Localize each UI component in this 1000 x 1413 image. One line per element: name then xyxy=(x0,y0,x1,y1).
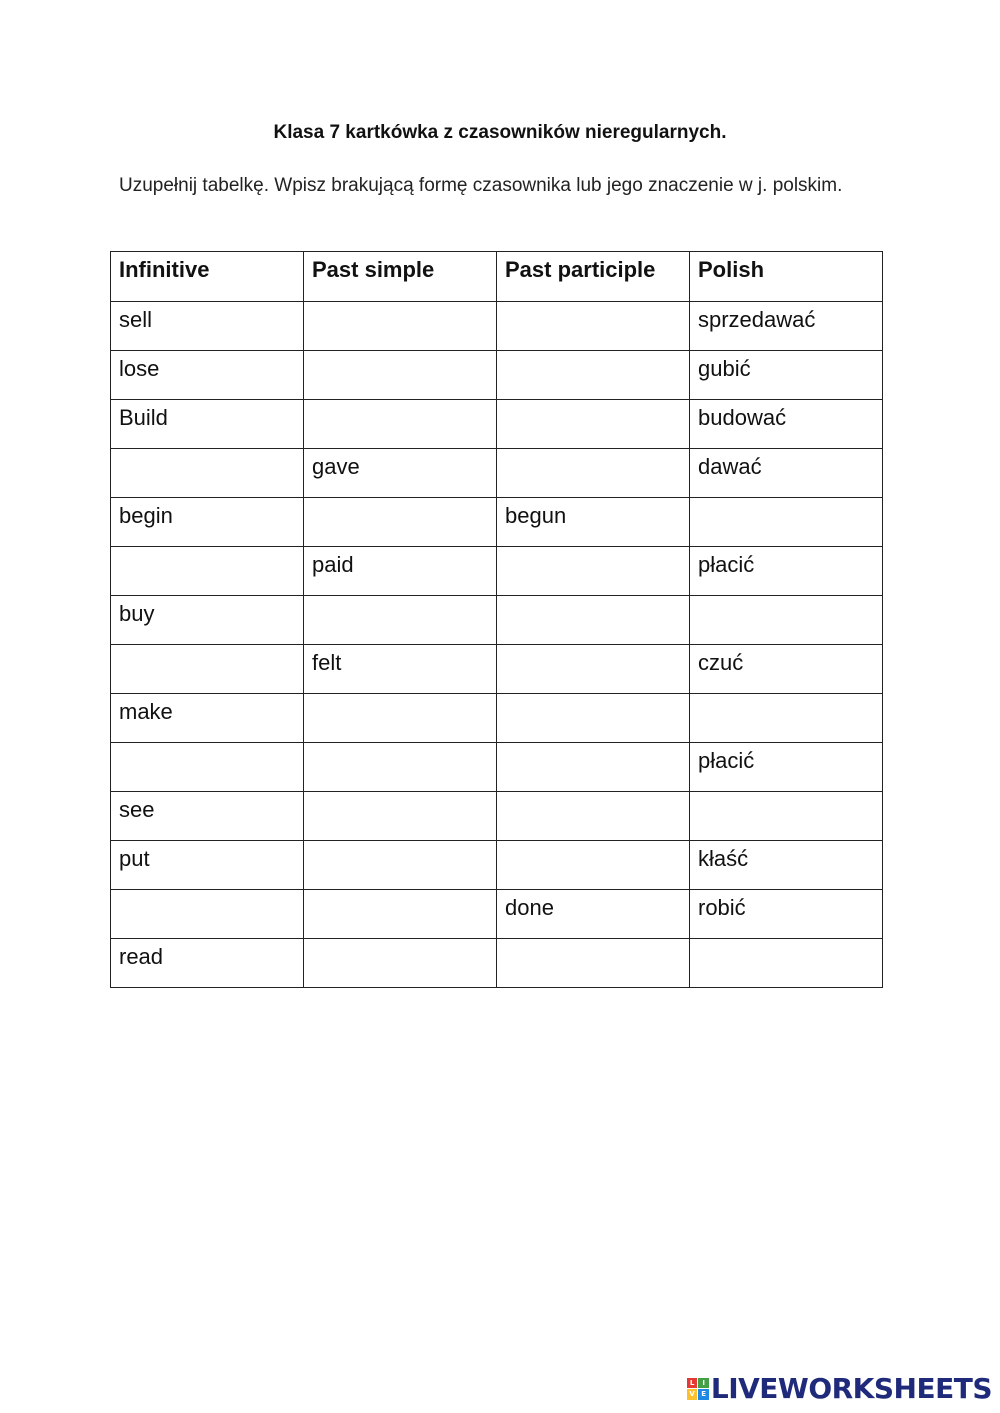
table-row xyxy=(111,351,883,400)
cell-polish: płacić xyxy=(690,743,883,792)
cell-past-simple xyxy=(304,792,497,841)
watermark-text: LIVEWORKSHEETS xyxy=(710,1372,992,1405)
logo-letter: V xyxy=(687,1389,698,1400)
cell-polish xyxy=(690,498,883,547)
cell-infinitive: see xyxy=(111,792,304,841)
cell-polish: robić xyxy=(690,890,883,939)
cell-past-participle xyxy=(497,743,690,792)
cell-infinitive: put xyxy=(111,841,304,890)
cell-polish: czuć xyxy=(690,645,883,694)
cell-polish: kłaść xyxy=(690,841,883,890)
instructions-text: Uzupełnij tabelkę. Wpisz brakującą formę czasownika lub jego znaczenie w j. polskim. xyxy=(119,175,843,196)
table-row xyxy=(111,939,883,988)
logo-letter: E xyxy=(698,1389,709,1400)
table-row xyxy=(111,645,883,694)
logo-letter: I xyxy=(698,1378,709,1389)
cell-past-participle xyxy=(497,694,690,743)
cell-past-simple xyxy=(304,939,497,988)
cell-past-participle: done xyxy=(497,890,690,939)
header-polish: Polish xyxy=(690,252,883,302)
cell-past-participle xyxy=(497,449,690,498)
cell-past-simple: felt xyxy=(304,645,497,694)
cell-past-participle xyxy=(497,351,690,400)
cell-infinitive: begin xyxy=(111,498,304,547)
table-row xyxy=(111,400,883,449)
cell-infinitive: make xyxy=(111,694,304,743)
cell-polish: sprzedawać xyxy=(690,302,883,351)
cell-infinitive: buy xyxy=(111,596,304,645)
cell-polish: płacić xyxy=(690,547,883,596)
cell-polish xyxy=(690,939,883,988)
document-title: Klasa 7 kartkówka z czasowników nieregularnych. xyxy=(273,122,727,143)
cell-past-simple xyxy=(304,743,497,792)
cell-past-participle xyxy=(497,841,690,890)
logo-letter: L xyxy=(687,1378,698,1389)
cell-past-participle xyxy=(497,400,690,449)
cell-past-participle xyxy=(497,939,690,988)
cell-infinitive: read xyxy=(111,939,304,988)
liveworksheets-watermark xyxy=(687,1372,992,1405)
cell-past-participle xyxy=(497,792,690,841)
cell-past-participle xyxy=(497,547,690,596)
cell-infinitive xyxy=(111,890,304,939)
cell-infinitive xyxy=(111,547,304,596)
table-row xyxy=(111,743,883,792)
cell-past-simple xyxy=(304,302,497,351)
verbs-table xyxy=(110,251,883,988)
table-row xyxy=(111,890,883,939)
liveworksheets-logo-icon xyxy=(687,1378,709,1400)
cell-past-simple xyxy=(304,694,497,743)
cell-past-participle xyxy=(497,645,690,694)
table-row xyxy=(111,547,883,596)
cell-past-simple xyxy=(304,841,497,890)
table-row xyxy=(111,449,883,498)
table-row xyxy=(111,792,883,841)
cell-infinitive xyxy=(111,449,304,498)
cell-past-simple xyxy=(304,890,497,939)
table-row xyxy=(111,841,883,890)
cell-past-simple: paid xyxy=(304,547,497,596)
cell-past-simple xyxy=(304,400,497,449)
cell-past-simple xyxy=(304,498,497,547)
cell-past-simple: gave xyxy=(304,449,497,498)
cell-past-participle: begun xyxy=(497,498,690,547)
table-header-row xyxy=(111,252,883,302)
header-past-simple: Past simple xyxy=(304,252,497,302)
cell-infinitive: lose xyxy=(111,351,304,400)
cell-polish: gubić xyxy=(690,351,883,400)
cell-infinitive: Build xyxy=(111,400,304,449)
table-row xyxy=(111,596,883,645)
cell-past-participle xyxy=(497,596,690,645)
cell-past-simple xyxy=(304,351,497,400)
header-past-participle: Past participle xyxy=(497,252,690,302)
cell-polish xyxy=(690,694,883,743)
cell-polish: budować xyxy=(690,400,883,449)
table-row xyxy=(111,498,883,547)
cell-infinitive xyxy=(111,743,304,792)
table-row xyxy=(111,694,883,743)
cell-past-simple xyxy=(304,596,497,645)
cell-polish: dawać xyxy=(690,449,883,498)
table-row xyxy=(111,302,883,351)
cell-polish xyxy=(690,596,883,645)
cell-infinitive xyxy=(111,645,304,694)
cell-infinitive: sell xyxy=(111,302,304,351)
header-infinitive: Infinitive xyxy=(111,252,304,302)
cell-past-participle xyxy=(497,302,690,351)
cell-polish xyxy=(690,792,883,841)
